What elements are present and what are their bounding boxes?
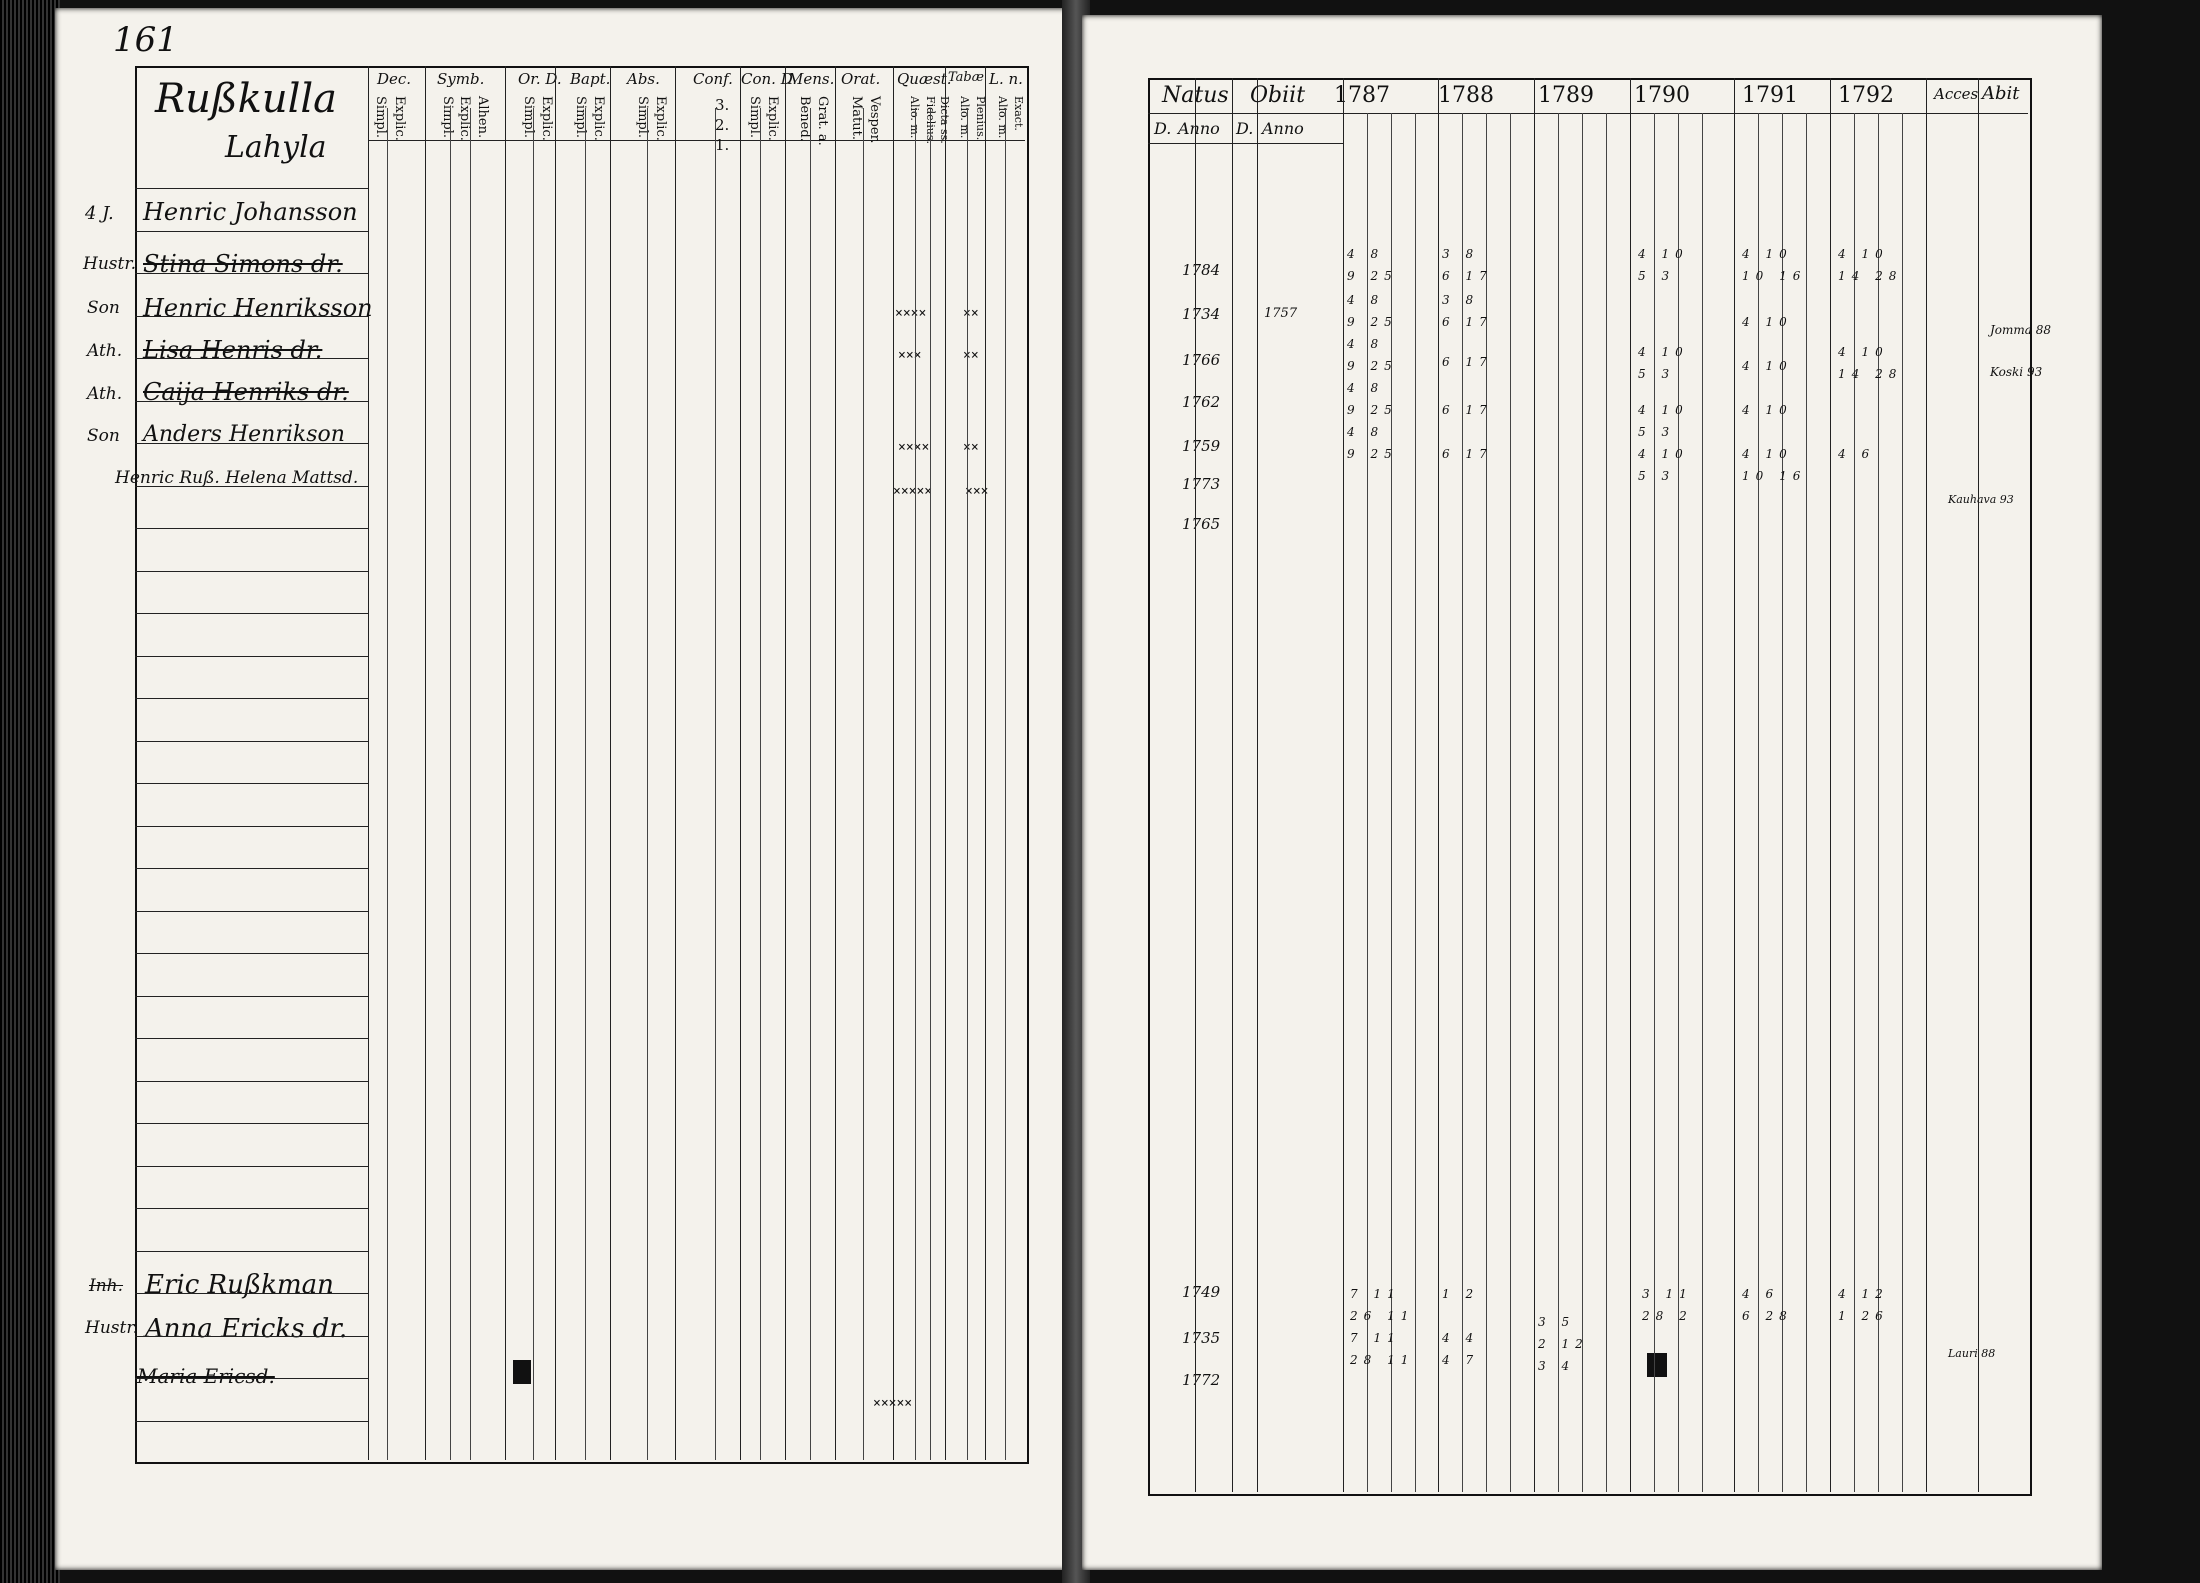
death-year: 1757 [1264, 306, 1298, 321]
name-row-line [135, 1123, 368, 1124]
quaest-mark: ××× [898, 348, 922, 363]
quaest-mark: ×××× [898, 440, 930, 455]
year-subcolumn [1558, 113, 1559, 1492]
entry-role: Ath. [87, 384, 123, 404]
attendance-mark: 9 25 [1347, 447, 1398, 461]
col-header-mens: Mens. [788, 70, 835, 88]
attendance-mark: 4 8 [1347, 337, 1385, 351]
name-row-line [135, 528, 368, 529]
attendance-mark: 6 17 [1442, 269, 1493, 283]
name-row-line [135, 1251, 368, 1252]
attendance-mark: 1 2 [1442, 1287, 1480, 1301]
year-subcolumn [1415, 113, 1416, 1492]
column-divider [740, 66, 741, 1460]
column-divider [555, 66, 556, 1460]
birth-year: 1766 [1182, 351, 1221, 369]
natus-day: D. [1154, 119, 1172, 138]
attendance-mark: 2 12 [1538, 1337, 1589, 1351]
attendance-mark: 14 28 [1838, 269, 1903, 283]
subcolumn-divider [863, 108, 864, 1460]
attendance-mark: 4 10 [1838, 247, 1889, 261]
name-row-line [135, 1038, 368, 1039]
year-header-1789: 1789 [1538, 83, 1594, 108]
column-divider [1734, 78, 1735, 1492]
col-header-abs: Abs. [627, 70, 660, 88]
attendance-mark: 4 10 [1638, 345, 1689, 359]
col-header-quaest: Quæst. [897, 70, 952, 88]
sub-bapt-simpl: Simpl. [573, 96, 588, 139]
birth-year: 1784 [1182, 261, 1221, 279]
sub-tabae-plenius: Plenius. [974, 96, 987, 141]
subcolumn-divider [647, 108, 648, 1460]
column-divider [675, 66, 676, 1460]
attendance-mark: 9 25 [1347, 359, 1398, 373]
attendance-mark: 9 25 [1347, 315, 1398, 329]
name-row-line [135, 1166, 368, 1167]
sub-ln-alio: Alio. m. [996, 96, 1009, 139]
sub-mens-grat: Grat. a. [815, 96, 830, 146]
attendance-mark: 4 10 [1638, 403, 1689, 417]
tabae-mark: ×× [963, 440, 979, 455]
left-page [55, 8, 1070, 1570]
column-divider [1232, 78, 1233, 1492]
sub-bapt-explic: Explic. [591, 96, 606, 141]
obiit-header: Obiit [1250, 83, 1306, 108]
attendance-mark: 7 11 [1350, 1287, 1401, 1301]
attendance-mark: 3 4 [1538, 1359, 1576, 1373]
year-header-1790: 1790 [1634, 83, 1690, 108]
abit-note: Kauhava 93 [1948, 493, 2014, 506]
attendance-mark: 6 17 [1442, 355, 1493, 369]
subcolumn-divider [1005, 108, 1006, 1460]
name-row-line [135, 826, 368, 827]
birth-year: 1762 [1182, 393, 1221, 411]
name-row-line [135, 868, 368, 869]
tabae-mark: ×× [963, 306, 979, 321]
attendance-mark: 10 16 [1742, 469, 1807, 483]
sub-orat-matut: Matut. [849, 96, 864, 141]
col-header-symb: Symb. [437, 70, 485, 88]
subcolumn-divider [387, 108, 388, 1460]
year-subcolumn [1582, 113, 1583, 1492]
right-page [1082, 15, 2102, 1570]
attendance-mark: 9 25 [1347, 269, 1398, 283]
attendance-mark: 28 2 [1642, 1309, 1693, 1323]
attendance-mark: 4 10 [1742, 403, 1793, 417]
attendance-mark: 1 26 [1838, 1309, 1889, 1323]
subcolumn-divider [915, 108, 916, 1460]
attendance-mark: 4 8 [1347, 425, 1385, 439]
name-column-divider [368, 66, 369, 1460]
attendance-mark: 4 6 [1742, 1287, 1780, 1301]
attendance-mark: 4 6 [1838, 447, 1876, 461]
sub-ln-exact: Exact. [1012, 96, 1025, 131]
name-row-line [135, 613, 368, 614]
entry-role: Son [87, 426, 120, 446]
sub-quaest-dicta: Dicta ss. [938, 96, 951, 144]
name-row-line [135, 953, 368, 954]
entry-name: Caija Henriks dr. [143, 378, 349, 406]
page-number: 161 [113, 20, 178, 60]
attendance-mark: 4 10 [1742, 447, 1793, 461]
attendance-mark: 5 3 [1638, 425, 1676, 439]
entry-name: Henric Johansson [143, 198, 358, 226]
name-row-line [135, 188, 368, 189]
entry-name: Lisa Henris dr. [143, 336, 323, 364]
year-header-1787: 1787 [1334, 83, 1390, 108]
year-subcolumn [1902, 113, 1903, 1492]
col-header-ord: Or. D. [518, 70, 562, 88]
birth-year: 1773 [1182, 475, 1221, 493]
attendance-mark: 4 4 [1442, 1331, 1480, 1345]
birth-year: 1759 [1182, 437, 1221, 455]
column-divider [893, 66, 894, 1460]
entry-name: Henric Henriksson [143, 294, 373, 322]
col-header-tabae: Tabæ [948, 70, 984, 85]
name-row-line [135, 1293, 368, 1294]
name-row-line [135, 741, 368, 742]
birth-year: 1749 [1182, 1283, 1221, 1301]
attendance-mark: 3 8 [1442, 247, 1480, 261]
name-row-line [135, 486, 368, 487]
name-row-line [135, 316, 368, 317]
attendance-mark: 4 8 [1347, 293, 1385, 307]
sub-symb-simpl: Simpl. [440, 96, 455, 139]
attendance-mark: 5 3 [1638, 367, 1676, 381]
entry-role: Hustr. [85, 1318, 138, 1338]
name-row-line [135, 996, 368, 997]
attendance-mark: 4 10 [1742, 359, 1793, 373]
year-subcolumn [1806, 113, 1807, 1492]
sub-tabae-alio: Alio. m. [958, 96, 971, 139]
subcolumn-divider [810, 108, 811, 1460]
ink-blot [1647, 1353, 1667, 1377]
column-divider [985, 66, 986, 1460]
year-subcolumn [1510, 113, 1511, 1492]
attendance-mark: 6 17 [1442, 447, 1493, 461]
year-subcolumn [1654, 113, 1655, 1492]
name-row-line [135, 698, 368, 699]
name-row-line [135, 231, 368, 232]
attendance-mark: 9 25 [1347, 403, 1398, 417]
attendance-mark: 4 10 [1638, 247, 1689, 261]
subcolumn-divider [450, 108, 451, 1460]
year-header-1792: 1792 [1838, 83, 1894, 108]
column-divider [1926, 78, 1927, 1492]
header-divider [1148, 113, 2028, 114]
sub-ord-explic: Explic. [539, 96, 554, 141]
sub-symb-alhen: Alhen. [475, 96, 490, 139]
subcolumn-divider [715, 108, 716, 1460]
column-divider [1257, 78, 1258, 1492]
entry-name: Henric Ruß. Helena Mattsd. [115, 468, 359, 488]
subcolumn-divider [533, 108, 534, 1460]
attendance-mark: 3 11 [1642, 1287, 1693, 1301]
name-row-line [135, 1081, 368, 1082]
column-divider [1195, 78, 1196, 1492]
attendance-mark: 4 10 [1742, 247, 1793, 261]
subcolumn-divider [930, 108, 931, 1460]
sub-conf-3: 3. [715, 96, 730, 114]
year-subcolumn [1606, 113, 1607, 1492]
attendance-mark: 5 3 [1638, 269, 1676, 283]
abit-note: Jomma 88 [1990, 323, 2052, 337]
column-divider [610, 66, 611, 1460]
column-divider [425, 66, 426, 1460]
sub-cond-simpl: Simpl. [747, 96, 762, 139]
name-row-line [135, 656, 368, 657]
year-subcolumn [1702, 113, 1703, 1492]
birth-year: 1734 [1182, 305, 1221, 323]
year-header-1788: 1788 [1438, 83, 1494, 108]
name-row-line [135, 358, 368, 359]
attendance-mark: 10 16 [1742, 269, 1807, 283]
col-header-orat: Orat. [841, 70, 881, 88]
entry-role: Hustr. [83, 254, 136, 274]
subcolumn-divider [470, 108, 471, 1460]
obiit-year: Anno [1262, 119, 1304, 138]
abit-note: Koski 93 [1990, 365, 2043, 379]
attendance-mark: 4 8 [1347, 247, 1385, 261]
sub-quaest-alio: Alio. m. [908, 96, 921, 139]
book-binding [0, 0, 60, 1583]
sub-abs-simpl: Simpl. [635, 96, 650, 139]
name-row-line [135, 1208, 368, 1209]
birth-year: 1765 [1182, 515, 1221, 533]
subcolumn-divider [760, 108, 761, 1460]
entry-name: Anna Ericks dr. [145, 1314, 348, 1344]
attendance-mark: 6 17 [1442, 315, 1493, 329]
col-header-bapt: Bapt. [570, 70, 611, 88]
sub-orat-vesper: Vesper. [867, 96, 882, 144]
sub-village-name: Lahyla [225, 130, 327, 165]
sub-dec-explic: Explic. [392, 96, 407, 141]
attendance-mark: 4 8 [1347, 381, 1385, 395]
attendance-mark: 6 17 [1442, 403, 1493, 417]
subcolumn-divider [585, 108, 586, 1460]
column-divider [1630, 78, 1631, 1492]
natus-header: Natus [1162, 83, 1229, 108]
sub-symb-explic: Explic. [457, 96, 472, 141]
entry-role: Son [87, 298, 120, 318]
entry-role: Inh. [89, 1276, 124, 1296]
column-divider [1343, 78, 1344, 1492]
natus-year: Anno [1178, 119, 1220, 138]
sub-conf-1: 1. [715, 136, 730, 154]
attendance-mark: 28 11 [1350, 1353, 1415, 1367]
entry-name: Stina Simons dr. [143, 250, 343, 278]
birth-year: 1772 [1182, 1371, 1221, 1389]
attendance-mark: 3 5 [1538, 1315, 1576, 1329]
quaest-mark: ×××× [895, 306, 927, 321]
attendance-mark: 4 10 [1838, 345, 1889, 359]
name-row-line [135, 911, 368, 912]
attendance-mark: 4 12 [1838, 1287, 1889, 1301]
sub-ord-simpl: Simpl. [521, 96, 536, 139]
attendance-mark: 6 28 [1742, 1309, 1793, 1323]
entry-name: Maria Ericsd. [137, 1364, 275, 1388]
village-name: Rußkulla [155, 76, 338, 122]
sub-mens-bened: Bened. [797, 96, 812, 142]
ink-blot [513, 1360, 531, 1384]
tabae-mark: ×× [963, 348, 979, 363]
column-divider [945, 66, 946, 1460]
sub-quaest-fidelius: Fidelius. [924, 96, 937, 144]
entry-name: Anders Henrikson [143, 422, 345, 447]
year-subcolumn [1678, 113, 1679, 1492]
attendance-mark: 4 7 [1442, 1353, 1480, 1367]
name-row-line [135, 443, 368, 444]
column-divider [835, 66, 836, 1460]
obiit-day: D. [1236, 119, 1254, 138]
name-row-line [135, 571, 368, 572]
abit-note: Lauri 88 [1948, 1347, 1996, 1360]
quaest-mark: ××××× [873, 1396, 913, 1411]
entry-role: 4 J. [85, 203, 114, 224]
column-divider [1978, 78, 1979, 1492]
column-divider [1534, 78, 1535, 1492]
attendance-mark: 26 11 [1350, 1309, 1415, 1323]
entry-name: Eric Rußkman [145, 1270, 334, 1300]
column-divider [1830, 78, 1831, 1492]
name-row-line [135, 401, 368, 402]
name-row-line [135, 1421, 368, 1422]
attendance-mark: 4 10 [1742, 315, 1793, 329]
sub-dec-simpl: Simpl. [373, 96, 388, 139]
sub-abs-explic: Explic. [653, 96, 668, 141]
column-divider [1438, 78, 1439, 1492]
subheader-divider [1148, 143, 1343, 144]
col-header-ln: L. n. [989, 70, 1023, 88]
tabae-mark: ××× [965, 484, 989, 499]
col-header-dec: Dec. [377, 70, 412, 88]
attendance-mark: 3 8 [1442, 293, 1480, 307]
acces-header: Acces [1934, 85, 1979, 103]
sub-conf-2: 2. [715, 116, 730, 134]
name-row-line [135, 783, 368, 784]
sub-cond-explic: Explic. [765, 96, 780, 141]
column-divider [505, 66, 506, 1460]
attendance-mark: 4 10 [1638, 447, 1689, 461]
name-row-line [135, 273, 368, 274]
column-divider [785, 66, 786, 1460]
entry-role: Ath. [87, 341, 123, 361]
attendance-mark: 7 11 [1350, 1331, 1401, 1345]
birth-year: 1735 [1182, 1329, 1221, 1347]
attendance-mark: 5 3 [1638, 469, 1676, 483]
attendance-mark: 14 28 [1838, 367, 1903, 381]
abit-header: Abit [1982, 83, 2020, 104]
col-header-cond: Con. D. [741, 70, 797, 88]
col-header-conf: Conf. [693, 70, 733, 88]
year-subcolumn [1854, 113, 1855, 1492]
name-row-line [135, 1336, 368, 1337]
year-header-1791: 1791 [1742, 83, 1798, 108]
subcolumn-divider [967, 108, 968, 1460]
name-row-line [135, 1378, 368, 1379]
year-subcolumn [1878, 113, 1879, 1492]
ledger-frame-right [1148, 78, 2032, 1496]
quaest-mark: ××××× [893, 484, 933, 499]
